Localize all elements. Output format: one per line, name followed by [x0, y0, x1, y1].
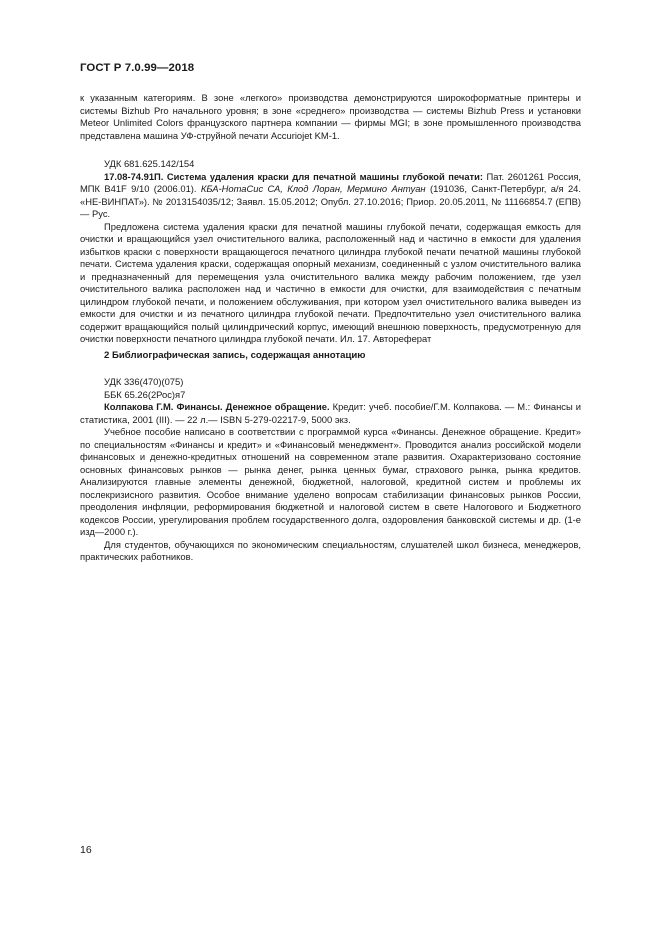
- record-1-description: [80, 171, 581, 221]
- record-1-biblio-part-1: Пат. 2601261 Россия, МПК B41F 9/10 (2006.01).: [80, 170, 581, 194]
- record-2-description: [80, 401, 581, 426]
- record-2-lead: Колпакова Г.М. Финансы. Денежное обращение.: [104, 401, 330, 412]
- bibliographic-record-2: [80, 376, 581, 564]
- udc-code-2: УДК 336(470)(075): [104, 376, 184, 387]
- page-number: 16: [80, 844, 92, 856]
- intro-text: к указанным категориям. В зоне «легкого» производства демонстрируются широкоформатные принтеры и системы Bizhub Pro начального уровня; в зоне «среднего» производства — системы Bizhub Press и установки Meteor Unlimited Colors французского партнера компании — фирмы MGI; в зоне промышленного производства представлена машина УФ-струйной печати Accuriojet KM-1.: [80, 92, 581, 141]
- udc-code: УДК 681.625.142/154: [104, 158, 195, 169]
- record-2-audience: Для студентов, обучающихся по экономическим специальностям, слушателей школ бизнеса, менеджеров, практических работников.: [80, 538, 581, 562]
- record-1-lead: 17.08-74.91П. Система удаления краски для печатной машины глубокой печати:: [104, 170, 484, 182]
- record-1-biblio-part-2: (191036, Санкт-Петербург, а/я 24. «НЕ-ВИНПАТ»). № 2013154035/12; Заявл. 15.05.2012; Опубл. 27.10.2016; Приор. 20.05.2011, № 11166854.7 (ЕПВ) — Рус.: [80, 183, 581, 219]
- intro-paragraph: [80, 92, 581, 142]
- standard-title: ГОСТ Р 7.0.99—2018: [80, 62, 195, 74]
- record-1-authors: КБА-НотаСис СА, Клод Лоран, Мермино Антуан: [200, 183, 426, 194]
- record-2-biblio: Кредит: учеб. пособие/Г.М. Колпакова. — М.: Финансы и статистика, 2001 (III). — 22 л.— ISBN 5-279-02217-9, 5000 экз.: [80, 401, 581, 425]
- section-heading: 2 Библиографическая запись, содержащая аннотацию: [104, 350, 366, 361]
- bibliographic-record-1: [80, 158, 581, 346]
- bbk-code: ББК 65.26(2Рос)я7: [104, 388, 186, 400]
- record-2-annotation: Учебное пособие написано в соответствии с программой курса «Финансы. Денежное обращение. Кредит» по специальностям «Финансы и кредит» и «Финансовый менеджмент». Проводится анализ российской модели финансовых и денежно-кредитных отношений на современном этапе развития. Охарактеризовано состояние основных финансовых рынков — рынка денег, рынка ценных бумаг, страхового рынка, рынка кредитов. Анализируются главные элементы денежной, бюджетной, налоговой, кредитной систем и проблемы их послекризисного развития. Особое внимание уделено вопросам стабилизации финансовых рынков России, преодоления инфляции, реформирования бюджетной и налоговой систем в свете Налогового и Бюджетного кодексов России, урегулирования проблем государственного долга, оздоровления банковской системы и др. (1-е изд—2000 г.).: [80, 426, 581, 537]
- record-1-abstract: Предложена система удаления краски для печатной машины глубокой печати, содержащая емкость для очистки и вращающийся узел очистительного валика, расположенный над и частично в емкости для удаления избытков краски с поверхности вращающегося печатного цилиндра глубокой печати печатной машины глубокой печати. Система удаления краски, содержащая опорный механизм, соединенный с узлом очистительного валика и предназначенный для перемещения узла очистительного валика между рабочим положением, где узел очистительного валика расположен над и частично в емкости для очистки, для взаимодействия с печатным цилиндром глубокой печати, и положением обслуживания, при котором узел очистительного валика выведен из емкости для очистки и из печатного цилиндра глубокой печати. Предпочтительно узел очистительного валика содержит вращающийся полый цилиндрический корпус, имеющий внешнюю поверхность, предусмотренную для очистки поверхности печатного цилиндра глубокой печати. Ил. 17. Автореферат: [80, 220, 581, 344]
